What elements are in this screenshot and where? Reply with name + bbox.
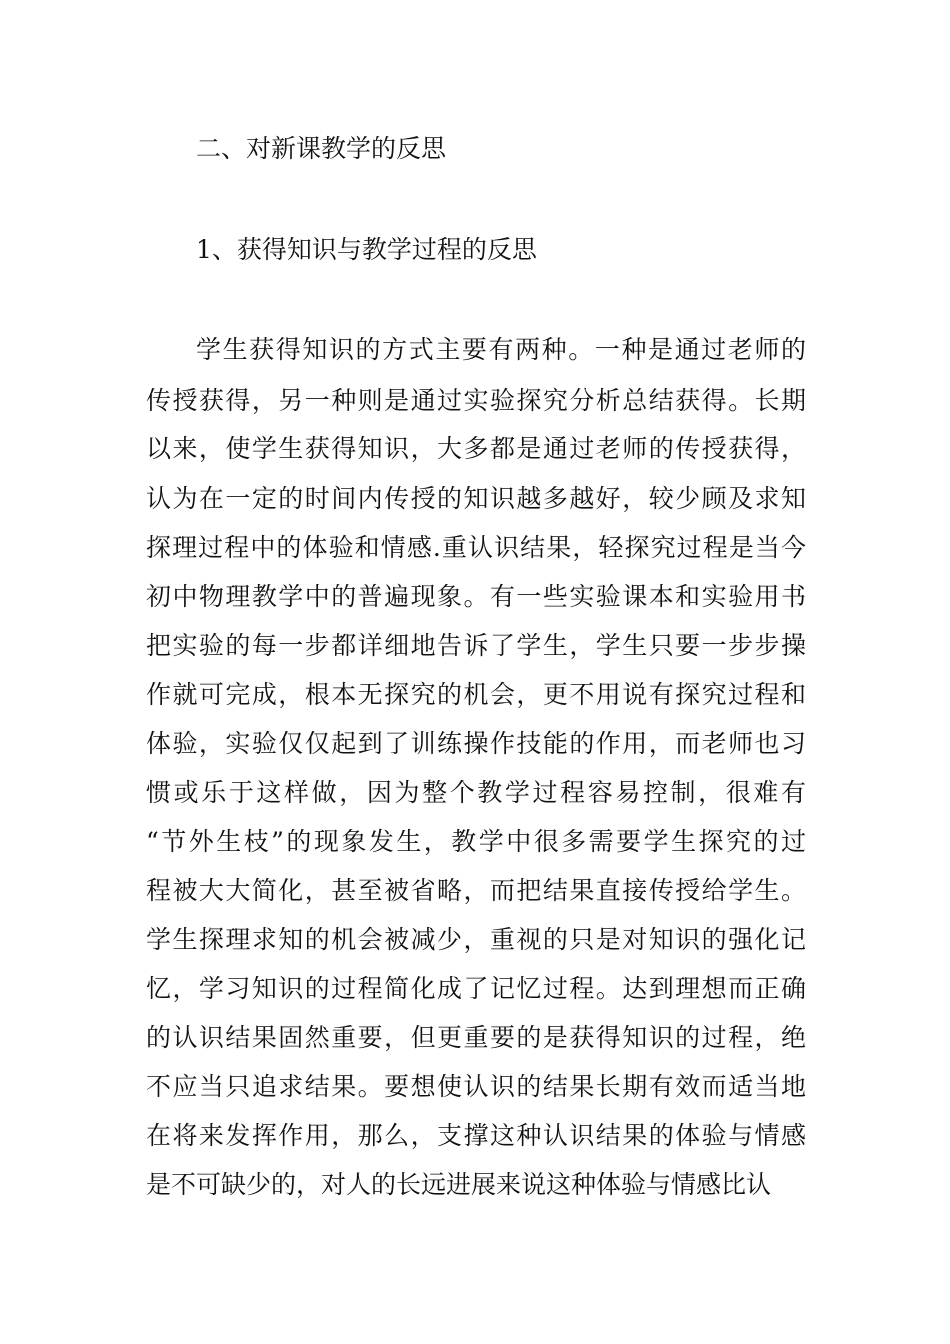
- paragraph-line: “节外生枝”的现象发生，教学中很多需要学生探究的过: [146, 827, 806, 856]
- paragraph-line: 以来，使学生获得知识，大多都是通过老师的传授获得，: [146, 434, 806, 463]
- paragraph-line: 在将来发挥作用，那么，支撑这种认识结果的体验与情感: [146, 1121, 806, 1150]
- paragraph-line: 初中物理教学中的普遍现象。有一些实验课本和实验用书: [146, 582, 806, 611]
- paragraph-line: 学生探理求知的机会被减少，重视的只是对知识的强化记: [146, 925, 806, 954]
- paragraph-line: 体验，实验仅仅起到了训练操作技能的作用，而老师也习: [146, 729, 806, 758]
- paragraph-line: 认为在一定的时间内传授的知识越多越好，较少顾及求知: [146, 484, 806, 513]
- paragraph-line: 传授获得，另一种则是通过实验探究分析总结获得。长期: [146, 386, 806, 415]
- paragraph-line: 忆，学习知识的过程简化成了记忆过程。达到理想而正确: [146, 974, 806, 1003]
- paragraph-line: 探理过程中的体验和情感.重认识结果，轻探究过程是当今: [146, 533, 806, 562]
- paragraph-line: 程被大大简化，甚至被省略，而把结果直接传授给学生。: [146, 876, 806, 905]
- paragraph-line: 把实验的每一步都详细地告诉了学生，学生只要一步步操: [146, 631, 806, 660]
- section-heading: 二、对新课教学的反思: [196, 134, 447, 163]
- paragraph-line: 的认识结果固然重要，但更重要的是获得知识的过程，绝: [146, 1023, 806, 1052]
- paragraph-line: 不应当只追求结果。要想使认识的结果长期有效而适当地: [146, 1072, 806, 1101]
- paragraph-line: 学生获得知识的方式主要有两种。一种是通过老师的: [196, 335, 806, 364]
- paragraph-line: 惯或乐于这样做，因为整个教学过程容易控制，很难有: [146, 778, 806, 807]
- paragraph-line: 作就可完成，根本无探究的机会，更不用说有探究过程和: [146, 680, 806, 709]
- paragraph-line: 是不可缺少的，对人的长远进展来说这种体验与情感比认: [146, 1170, 772, 1199]
- subsection-heading: 1、获得知识与教学过程的反思: [196, 235, 537, 264]
